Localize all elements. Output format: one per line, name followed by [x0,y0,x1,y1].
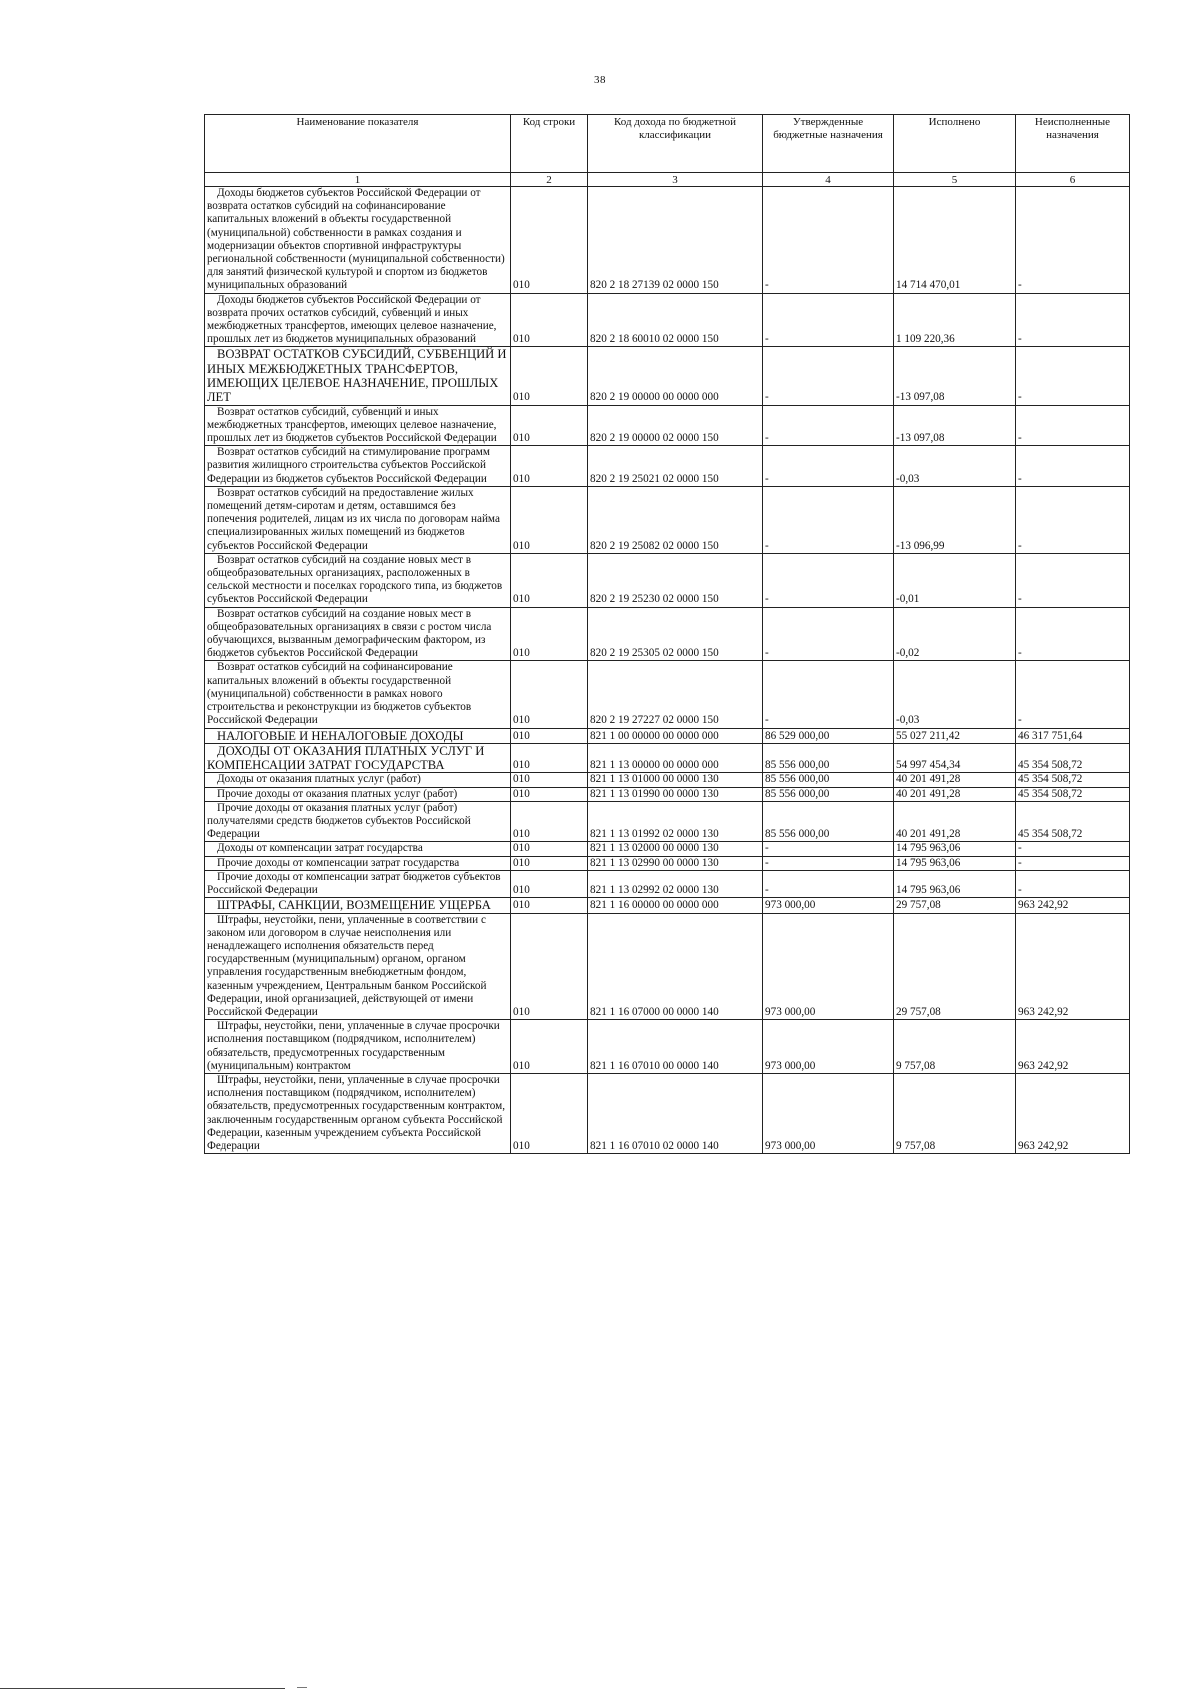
row-approved: - [763,446,894,487]
row-budget-code: 821 1 13 02990 00 0000 130 [588,856,763,870]
row-executed: -0,03 [894,446,1016,487]
row-name [205,743,511,773]
row-name [205,773,511,787]
table-row [205,913,1130,1020]
row-unexecuted: - [1016,293,1130,347]
row-approved: 85 556 000,00 [763,773,894,787]
table-row [205,1073,1130,1153]
row-approved: - [763,293,894,347]
row-line-code: 010 [511,486,588,553]
row-name [205,187,511,294]
row-approved: - [763,187,894,294]
page-number: 38 [594,74,606,86]
column-number: 2 [511,173,588,187]
row-name [205,728,511,743]
row-budget-code: 820 2 19 00000 02 0000 150 [588,405,763,446]
row-budget-code: 820 2 18 27139 02 0000 150 [588,187,763,294]
column-number: 6 [1016,173,1130,187]
row-name-text: ВОЗВРАТ ОСТАТКОВ СУБСИДИЙ, СУБВЕНЦИЙ И ИНЫХ МЕЖБЮДЖЕТНЫХ ТРАНСФЕРТОВ, ИМЕЮЩИХ ЦЕЛЕВОЕ НАЗНАЧЕНИЕ, ПРОШЛЫХ ЛЕТ [207,347,507,405]
table-row [205,801,1130,842]
row-name-text: Штрафы, неустойки, пени, уплаченные в случае просрочки исполнения поставщиком (подрядчиком, исполнителем) обязательств, предусмотренных государственным (муниципальным) контрактом [207,1020,500,1072]
row-name [205,898,511,913]
row-name-text: Прочие доходы от компенсации затрат государства [217,856,460,869]
table-row [205,607,1130,661]
row-unexecuted: 963 242,92 [1016,898,1130,913]
table-row [205,787,1130,801]
row-executed: 14 795 963,06 [894,842,1016,856]
row-executed: 54 997 454,34 [894,743,1016,773]
row-executed: 1 109 220,36 [894,293,1016,347]
row-unexecuted: 45 354 508,72 [1016,801,1130,842]
row-name [205,913,511,1020]
row-name [205,1073,511,1153]
row-budget-code: 821 1 16 07000 00 0000 140 [588,913,763,1020]
row-name-text: Прочие доходы от оказания платных услуг (работ) [217,787,458,800]
row-line-code: 010 [511,553,588,607]
footer-rule [0,1688,285,1689]
row-name-text: Возврат остатков субсидий на стимулирование программ развития жилищного строительства субъектов Российской Федерации из бюджетов субъектов Российской Федерации [207,446,490,485]
row-executed: 14 714 470,01 [894,187,1016,294]
table-row [205,405,1130,446]
row-budget-code: 820 2 19 00000 00 0000 000 [588,347,763,405]
table-row [205,1020,1130,1074]
row-executed: 9 757,08 [894,1020,1016,1074]
row-unexecuted: - [1016,842,1130,856]
row-unexecuted: - [1016,446,1130,487]
table-body [205,187,1130,1154]
row-name-text: Возврат остатков субсидий на софинансирование капитальных вложений в объекты государственной (муниципальной) собственности в рамках нового строительства и реконструкции из бюджетов субъектов Российской Федерации [207,661,472,727]
row-approved: 973 000,00 [763,913,894,1020]
row-name-text: Штрафы, неустойки, пени, уплаченные в соответствии с законом или договором в случае неисполнения или ненадлежащего исполнения обязательств перед государственным (муниципальным) органом, органом управления государственным внебюджетным фондом, казенным учреждением, Центральным банком Российской Федерации, иной организацией, действующей от имени Российской Федерации [207,913,487,1018]
header-unexecuted: Неисполненные назначения [1016,115,1130,173]
row-unexecuted: - [1016,553,1130,607]
row-line-code: 010 [511,801,588,842]
row-name-text: Прочие доходы от оказания платных услуг (работ) получателями средств бюджетов субъектов Российской Федерации [207,801,471,841]
row-name [205,607,511,661]
row-executed: -13 096,99 [894,486,1016,553]
row-approved: 85 556 000,00 [763,801,894,842]
row-unexecuted: 45 354 508,72 [1016,773,1130,787]
row-line-code: 010 [511,773,588,787]
row-unexecuted: - [1016,856,1130,870]
column-number-row [205,173,1130,187]
row-budget-code: 821 1 00 00000 00 0000 000 [588,728,763,743]
row-line-code: 010 [511,293,588,347]
row-executed: 29 757,08 [894,898,1016,913]
row-name [205,801,511,842]
row-executed: 29 757,08 [894,913,1016,1020]
row-unexecuted: - [1016,661,1130,728]
row-executed: -13 097,08 [894,347,1016,405]
row-executed: -0,03 [894,661,1016,728]
row-approved: - [763,347,894,405]
table-row [205,661,1130,728]
row-unexecuted: - [1016,405,1130,446]
row-name [205,405,511,446]
row-name-text: Возврат остатков субсидий на создание новых мест в общеобразовательных организациях в связи с ростом числа обучающихся, вызванным демографическим фактором, из бюджетов субъектов Российской Федерации [207,607,492,660]
row-unexecuted: - [1016,486,1130,553]
row-approved: - [763,856,894,870]
header-approved: Утвержденные бюджетные назначения [763,115,894,173]
row-unexecuted: 45 354 508,72 [1016,743,1130,773]
row-name [205,553,511,607]
row-line-code: 010 [511,607,588,661]
row-line-code: 010 [511,661,588,728]
row-budget-code: 821 1 13 01992 02 0000 130 [588,801,763,842]
row-unexecuted: 46 317 751,64 [1016,728,1130,743]
budget-report-table [204,114,1130,1154]
row-line-code: 010 [511,347,588,405]
row-budget-code: 821 1 16 00000 00 0000 000 [588,898,763,913]
row-budget-code: 820 2 19 25230 02 0000 150 [588,553,763,607]
row-budget-code: 821 1 13 01990 00 0000 130 [588,787,763,801]
table-row [205,347,1130,405]
row-line-code: 010 [511,446,588,487]
row-approved: 973 000,00 [763,898,894,913]
row-unexecuted: 963 242,92 [1016,1020,1130,1074]
row-line-code: 010 [511,856,588,870]
row-budget-code: 821 1 13 02992 02 0000 130 [588,870,763,897]
row-name [205,486,511,553]
table-row [205,486,1130,553]
row-budget-code: 820 2 19 25021 02 0000 150 [588,446,763,487]
row-executed: -0,01 [894,553,1016,607]
row-approved: - [763,607,894,661]
row-executed: 40 201 491,28 [894,773,1016,787]
row-line-code: 010 [511,1073,588,1153]
table-row [205,293,1130,347]
row-budget-code: 821 1 16 07010 00 0000 140 [588,1020,763,1074]
row-name-text: Доходы от оказания платных услуг (работ) [217,773,421,786]
row-approved: - [763,842,894,856]
row-line-code: 010 [511,405,588,446]
row-budget-code: 820 2 18 60010 02 0000 150 [588,293,763,347]
row-approved: 85 556 000,00 [763,743,894,773]
row-budget-code: 821 1 13 00000 00 0000 000 [588,743,763,773]
row-unexecuted: 963 242,92 [1016,913,1130,1020]
table-row [205,553,1130,607]
row-line-code: 010 [511,743,588,773]
row-budget-code: 821 1 13 02000 00 0000 130 [588,842,763,856]
footer-dash [297,1687,307,1688]
row-name-text: ДОХОДЫ ОТ ОКАЗАНИЯ ПЛАТНЫХ УСЛУГ И КОМПЕНСАЦИИ ЗАТРАТ ГОСУДАРСТВА [207,743,485,773]
row-unexecuted: 963 242,92 [1016,1073,1130,1153]
table-row [205,856,1130,870]
row-unexecuted: - [1016,607,1130,661]
row-line-code: 010 [511,1020,588,1074]
row-approved: - [763,661,894,728]
row-name [205,661,511,728]
row-unexecuted: 45 354 508,72 [1016,787,1130,801]
row-approved: 85 556 000,00 [763,787,894,801]
row-name-text: Штрафы, неустойки, пени, уплаченные в случае просрочки исполнения поставщиком (подрядчиком, исполнителем) обязательств, предусмотренных государственным контрактом, заключенным государственным органом субъекта Российской Федерации, казенным учреждением субъекта Российской Федерации [207,1073,506,1152]
column-number: 1 [205,173,511,187]
row-executed: 40 201 491,28 [894,787,1016,801]
header-line-code: Код строки [511,115,588,173]
row-line-code: 010 [511,898,588,913]
row-approved: - [763,870,894,897]
column-number: 5 [894,173,1016,187]
row-name-text: ШТРАФЫ, САНКЦИИ, ВОЗМЕЩЕНИЕ УЩЕРБА [217,898,491,913]
row-unexecuted: - [1016,187,1130,294]
table-row [205,187,1130,294]
row-line-code: 010 [511,842,588,856]
row-unexecuted: - [1016,870,1130,897]
row-executed: 55 027 211,42 [894,728,1016,743]
row-name-text: Доходы бюджетов субъектов Российской Федерации от возврата остатков субсидий на софинансирование капитальных вложений в объекты государственной (муниципальной) собственности в рамках создания и модернизации объектов спортивной инфраструктуры региональной собственности (муниципальной собственности) для занятий физической культурой и спортом из бюджетов муниципальных образований [207,187,505,292]
row-line-code: 010 [511,728,588,743]
row-name [205,856,511,870]
table-row [205,743,1130,773]
row-name-text: Прочие доходы от компенсации затрат бюджетов субъектов Российской Федерации [207,870,501,897]
row-budget-code: 820 2 19 27227 02 0000 150 [588,661,763,728]
row-executed: 14 795 963,06 [894,870,1016,897]
header-budget-code: Код дохода по бюджетной классификации [588,115,763,173]
row-name [205,347,511,405]
header-row [205,115,1130,173]
row-unexecuted: - [1016,347,1130,405]
row-budget-code: 820 2 19 25305 02 0000 150 [588,607,763,661]
row-line-code: 010 [511,913,588,1020]
column-number: 3 [588,173,763,187]
table-row [205,870,1130,897]
row-executed: 14 795 963,06 [894,856,1016,870]
row-approved: - [763,486,894,553]
row-line-code: 010 [511,870,588,897]
column-number: 4 [763,173,894,187]
row-line-code: 010 [511,787,588,801]
row-budget-code: 821 1 16 07010 02 0000 140 [588,1073,763,1153]
row-executed: -13 097,08 [894,405,1016,446]
table-row [205,446,1130,487]
row-approved: - [763,553,894,607]
row-budget-code: 821 1 13 01000 00 0000 130 [588,773,763,787]
row-approved: - [763,405,894,446]
row-name-text: Возврат остатков субсидий на предоставление жилых помещений детям-сиротам и детям, оставшимся без попечения родителей, лицам из их числа по договорам найма специализированных жилых помещений из бюджетов субъектов Российской Федерации [207,486,500,552]
row-executed: -0,02 [894,607,1016,661]
row-executed: 9 757,08 [894,1073,1016,1153]
table-row [205,773,1130,787]
table-row [205,728,1130,743]
row-executed: 40 201 491,28 [894,801,1016,842]
row-name [205,446,511,487]
row-budget-code: 820 2 19 25082 02 0000 150 [588,486,763,553]
row-name-text: Доходы от компенсации затрат государства [217,842,423,855]
header-executed: Исполнено [894,115,1016,173]
row-name [205,870,511,897]
row-name-text: Возврат остатков субсидий на создание новых мест в общеобразовательных организациях, расположенных в сельской местности и поселках городского типа, из бюджетов субъектов Российской Федерации [207,553,503,606]
row-name [205,293,511,347]
row-approved: 973 000,00 [763,1073,894,1153]
row-name-text: Возврат остатков субсидий, субвенций и иных межбюджетных трансфертов, имеющих целевое назначение, прошлых лет из бюджетов субъектов Российской Федерации [207,405,497,445]
header-name: Наименование показателя [205,115,511,173]
row-name-text: НАЛОГОВЫЕ И НЕНАЛОГОВЫЕ ДОХОДЫ [217,728,464,743]
row-approved: 973 000,00 [763,1020,894,1074]
row-name [205,1020,511,1074]
row-name [205,787,511,801]
table-row [205,898,1130,913]
table-row [205,842,1130,856]
row-approved: 86 529 000,00 [763,728,894,743]
row-name [205,842,511,856]
row-name-text: Доходы бюджетов субъектов Российской Федерации от возврата прочих остатков субсидий, субвенций и иных межбюджетных трансфертов, имеющих целевое назначение, прошлых лет из бюджетов муниципальных образований [207,293,497,346]
row-line-code: 010 [511,187,588,294]
